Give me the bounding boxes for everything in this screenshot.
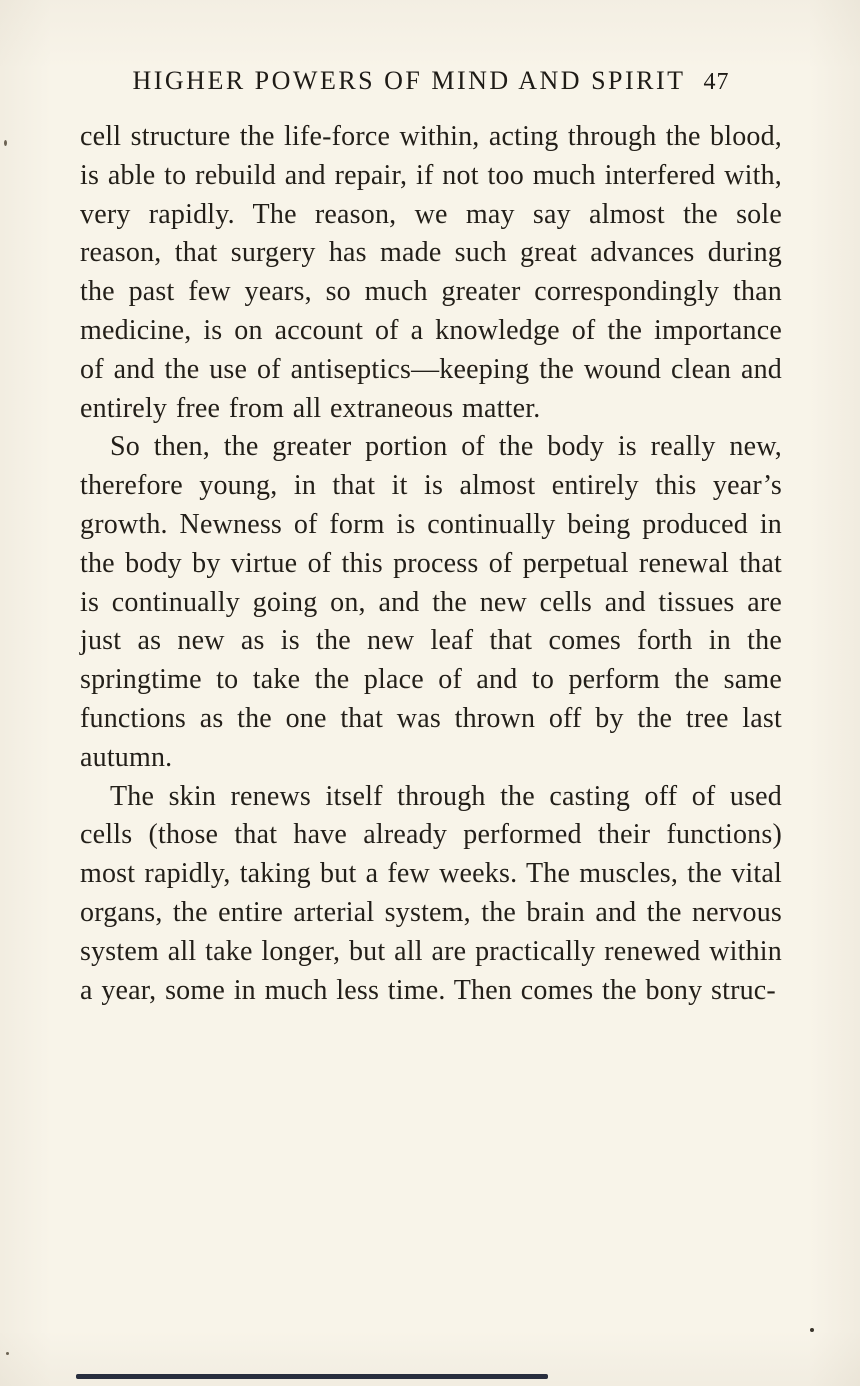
- page-number: 47: [703, 69, 730, 95]
- scan-artifact-speck: [4, 140, 7, 146]
- header-title: HIGHER POWERS OF MIND AND SPIRIT: [132, 66, 686, 95]
- running-header: [80, 66, 782, 96]
- scan-artifact-speck: [6, 1352, 9, 1355]
- paragraph: The skin renews itself through the casting off of used cells (those that have already performed their functions) most rapidly, taking but a few weeks. The muscles, the vital organs, the entire arterial system, the brain and the nervous system all take longer, but all are practically renewed within a year, some in much less time. Then comes the bony struc-: [80, 780, 782, 1006]
- paragraph-continuation: cell structure the life-force within, acting through the blood, is able to rebuild and repair, if not too much interfered with, very rapidly. The reason, we may say almost the sole reason, that surgery has made such great advances during the past few years, so much greater correspondingly than medicine, is on account of a knowledge of the importance of and the use of antiseptics—keeping the wound clean and entirely free from all extraneous matter.: [80, 121, 782, 424]
- body-text: [80, 118, 782, 1010]
- book-page: [80, 66, 782, 1010]
- scan-artifact-dot: [810, 1328, 814, 1332]
- scan-artifact-line: [76, 1374, 548, 1379]
- paragraph: So then, the greater portion of the body is really new, therefore young, in that it is almost entirely this year’s growth. Newness of form is continually being produced in the body by virtue of this process of perpetual renewal that is continually going on, and the new cells and tissues are just as new as is the new leaf that comes forth in the springtime to take the place of and to perform the same functions as the one that was thrown off by the tree last autumn.: [80, 431, 782, 773]
